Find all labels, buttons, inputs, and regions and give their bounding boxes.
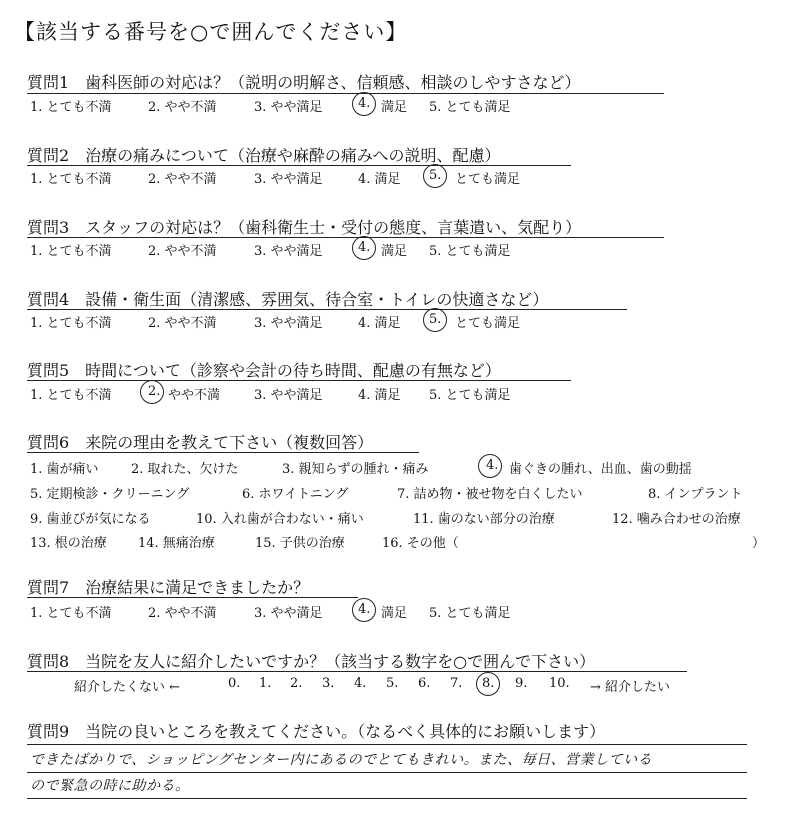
q7-option-2[interactable]: 2. やや不満: [148, 606, 217, 621]
q6-option-12[interactable]: 12. 噛み合わせの治療: [612, 512, 741, 527]
q7-option-4-number[interactable]: 4.: [358, 602, 371, 617]
q7-option-3[interactable]: 3. やや満足: [254, 606, 323, 621]
q7-option-4-label: 満足: [381, 606, 408, 621]
q5-option-1[interactable]: 1. とても不満: [30, 388, 112, 403]
q8-score-3[interactable]: 3.: [322, 676, 335, 691]
q7-option-5[interactable]: 5. とても満足: [429, 606, 511, 621]
q2-option-5-number[interactable]: 5.: [429, 168, 442, 183]
q6-option-4-number[interactable]: 4.: [486, 458, 499, 473]
q6-option-3[interactable]: 3. 親知らずの腫れ・痛み: [282, 462, 429, 477]
q1-option-1[interactable]: 1. とても不満: [30, 100, 112, 115]
q4-option-2[interactable]: 2. やや不満: [148, 316, 217, 331]
q4-selection-circle: [423, 308, 447, 332]
q5-selection-circle: [140, 380, 164, 404]
q4-option-1[interactable]: 1. とても不満: [30, 316, 112, 331]
question-4-text: 質問4 設備・衛生面（清潔感、雰囲気、待合室・トイレの快適さなど）: [27, 290, 549, 309]
q3-option-3[interactable]: 3. やや満足: [254, 244, 323, 259]
q1-option-4-label: 満足: [381, 100, 408, 115]
q8-selection-circle: [476, 672, 500, 696]
handwritten-answer-line-1: できたばかりで、ショッピングセンター内にあるのでとてもきれい。また、毎日、営業している: [30, 752, 653, 768]
q3-option-4-number[interactable]: 4.: [358, 240, 371, 255]
q8-score-0[interactable]: 0.: [228, 676, 241, 691]
q6-option-10[interactable]: 10. 入れ歯が合わない・痛い: [196, 512, 364, 527]
q8-score-8[interactable]: 8.: [482, 676, 495, 691]
q6-option-8[interactable]: 8. インプラント: [648, 487, 743, 502]
q8-score-2[interactable]: 2.: [290, 676, 303, 691]
q4-option-3[interactable]: 3. やや満足: [254, 316, 323, 331]
q2-option-3[interactable]: 3. やや満足: [254, 172, 323, 187]
question-4-underline: [27, 309, 627, 310]
q8-score-4[interactable]: 4.: [354, 676, 367, 691]
question-8-text: 質問8 当院を友人に紹介したいですか？（該当する数字を○で囲んで下さい）: [27, 652, 596, 671]
q1-option-3[interactable]: 3. やや満足: [254, 100, 323, 115]
q8-score-10[interactable]: 10.: [549, 676, 570, 691]
q6-option-4-label: 歯ぐきの腫れ、出血、歯の動揺: [509, 462, 692, 477]
q2-option-2[interactable]: 2. やや不満: [148, 172, 217, 187]
q8-score-9[interactable]: 9.: [515, 676, 528, 691]
question-2-text: 質問2 治療の痛みについて（治療や麻酔の痛みへの説明、配慮）: [27, 146, 501, 165]
q2-option-5-label: とても満足: [455, 172, 521, 187]
q6-option-5[interactable]: 5. 定期検診・クリーニング: [30, 487, 190, 502]
question-3-underline: [27, 237, 664, 238]
q1-option-5[interactable]: 5. とても満足: [429, 100, 511, 115]
question-7-text: 質問7 治療結果に満足できましたか？: [27, 578, 310, 597]
q5-option-2-number[interactable]: 2.: [148, 384, 161, 399]
q8-left-label: 紹介したくない ←: [74, 680, 181, 695]
question-2-underline: [27, 165, 571, 166]
q6-option-13[interactable]: 13. 根の治療: [30, 536, 107, 551]
question-9-text: 質問9 当院の良いところを教えてください。（なるべく具体的にお願いします）: [27, 722, 606, 741]
q3-option-1[interactable]: 1. とても不満: [30, 244, 112, 259]
q6-option-7[interactable]: 7. 詰め物・被せ物を白くしたい: [397, 487, 583, 502]
q6-option-9[interactable]: 9. 歯並びが気になる: [30, 512, 151, 527]
q1-selection-circle: [352, 92, 376, 116]
q6-option-2[interactable]: 2. 取れた、欠けた: [131, 462, 239, 477]
q2-option-4[interactable]: 4. 満足: [358, 172, 401, 187]
q5-option-3[interactable]: 3. やや満足: [254, 388, 323, 403]
question-7-underline: [27, 597, 358, 598]
question-3-text: 質問3 スタッフの対応は？（歯科衛生士・受付の態度、言葉遣い、気配り）: [27, 218, 582, 237]
q4-option-5-label: とても満足: [455, 316, 521, 331]
question-1-text: 質問1 歯科医師の対応は？（説明の明解さ、信頼感、相談のしやすさなど）: [27, 73, 581, 92]
q2-selection-circle: [423, 164, 447, 188]
q8-score-5[interactable]: 5.: [386, 676, 399, 691]
q6-option-15[interactable]: 15. 子供の治療: [255, 536, 345, 551]
handwritten-answer-line-2: ので緊急の時に助かる。: [30, 778, 190, 794]
q3-selection-circle: [352, 236, 376, 260]
answer-line-2: [27, 772, 747, 773]
question-5-text: 質問5 時間について（診察や会計の待ち時間、配慮の有無など）: [27, 361, 501, 380]
q6-option-11[interactable]: 11. 歯のない部分の治療: [413, 512, 555, 527]
q3-option-5[interactable]: 5. とても満足: [429, 244, 511, 259]
q5-option-2-label: やや不満: [168, 388, 221, 403]
q6-option-16-close: ）: [752, 536, 766, 551]
q7-option-1[interactable]: 1. とても不満: [30, 606, 112, 621]
q4-option-5-number[interactable]: 5.: [429, 312, 442, 327]
answer-line-3: [27, 798, 747, 799]
q1-option-2[interactable]: 2. やや不満: [148, 100, 217, 115]
q5-option-4[interactable]: 4. 満足: [358, 388, 401, 403]
answer-line-1-top: [27, 744, 747, 745]
question-5-underline: [27, 380, 571, 381]
q5-option-5[interactable]: 5. とても満足: [429, 388, 511, 403]
q8-score-1[interactable]: 1.: [259, 676, 272, 691]
q4-option-4[interactable]: 4. 満足: [358, 316, 401, 331]
q2-option-1[interactable]: 1. とても不満: [30, 172, 112, 187]
question-6-text: 質問6 来院の理由を教えて下さい（複数回答）: [27, 433, 374, 452]
question-6-underline: [27, 452, 419, 453]
q6-option-16[interactable]: 16. その他（: [382, 536, 459, 551]
q6-option-14[interactable]: 14. 無痛治療: [138, 536, 215, 551]
q3-option-2[interactable]: 2. やや不満: [148, 244, 217, 259]
q8-score-7[interactable]: 7.: [450, 676, 463, 691]
q8-right-label: → 紹介したい: [590, 680, 671, 695]
q1-option-4-number[interactable]: 4.: [358, 96, 371, 111]
page-title: 【該当する番号を○で囲んでください】: [14, 20, 408, 44]
q3-option-4-label: 満足: [381, 244, 408, 259]
q6-option-6[interactable]: 6. ホワイトニング: [242, 487, 349, 502]
q8-score-6[interactable]: 6.: [418, 676, 431, 691]
q6-selection-circle: [478, 454, 502, 478]
question-1-underline: [27, 93, 664, 94]
question-8-underline: [27, 671, 687, 672]
q7-selection-circle: [352, 598, 376, 622]
q6-option-1[interactable]: 1. 歯が痛い: [30, 462, 99, 477]
